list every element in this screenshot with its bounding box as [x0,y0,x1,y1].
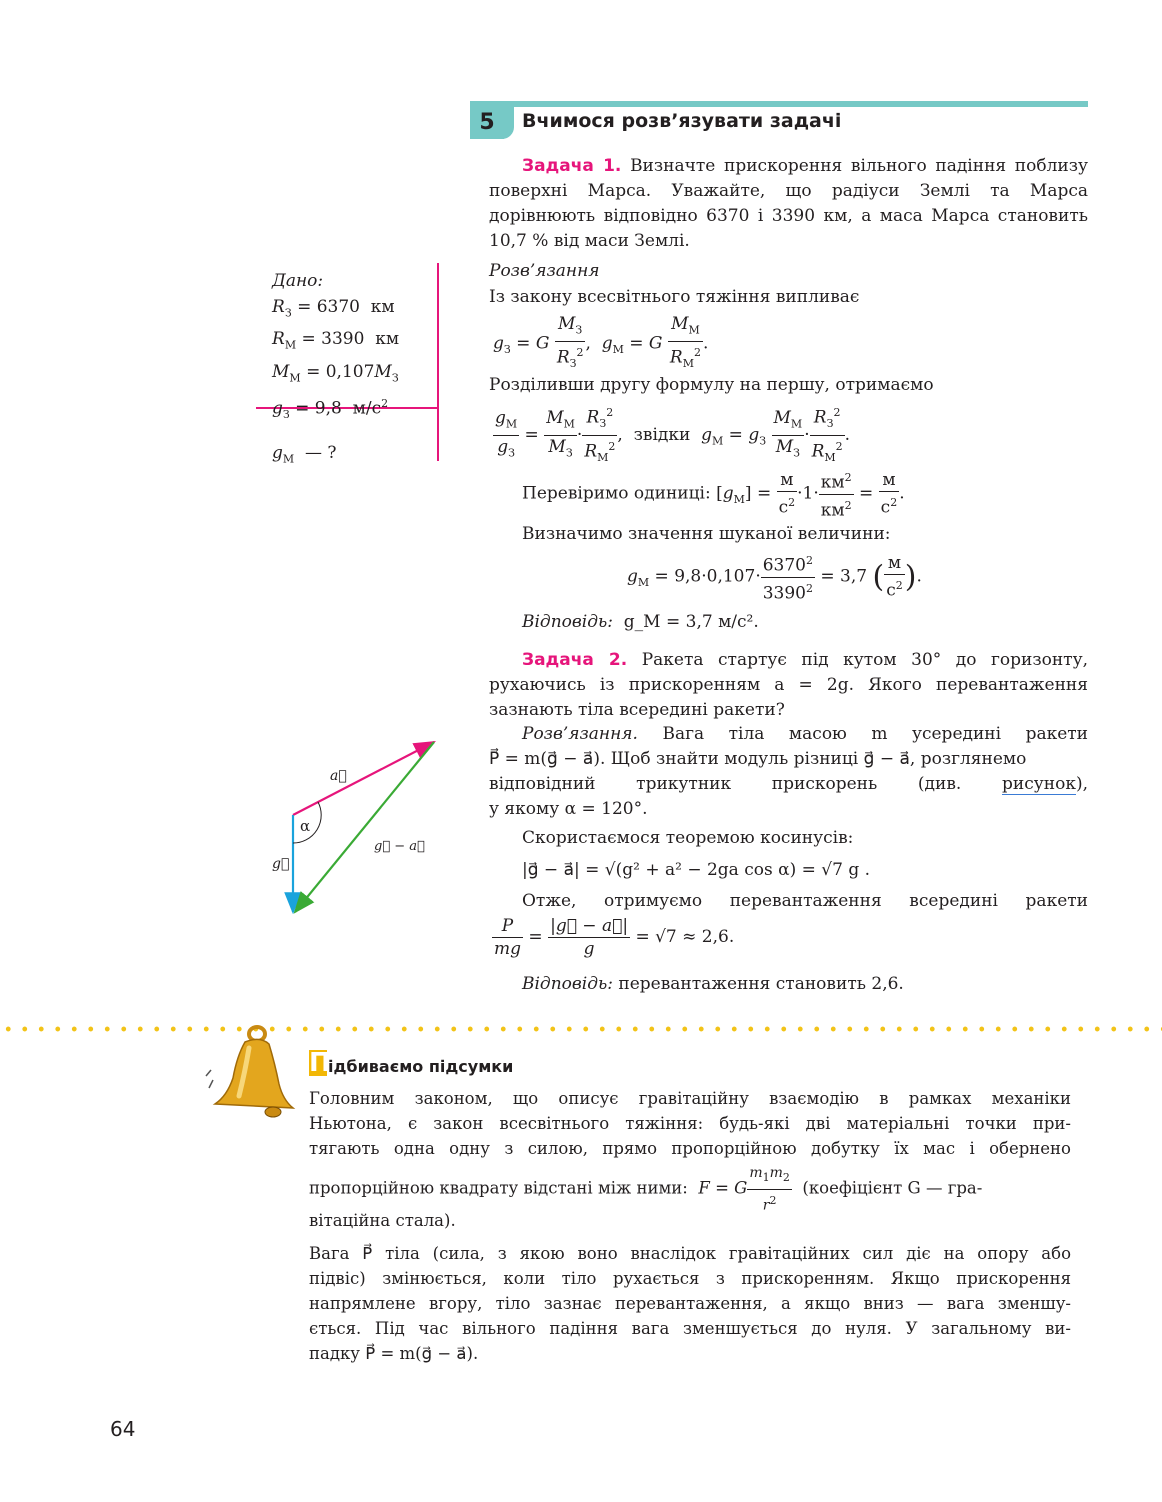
vector-diff-label: g⃗ − a⃗ [374,839,425,854]
overload-text: Отже, отримуємо перевантаження всередині ракети [522,891,1088,911]
summary-p1-line: тягають одна одну з силою, прямо пропорційною добутку їх мас і обернено [309,1139,1071,1158]
summary-formula-before: пропорційною квадрату відстані між ними: [309,1178,688,1198]
given-title: Дано: [272,271,324,291]
task2-answer-text: перевантаження становить 2,6. [618,974,904,994]
check-units: Перевіримо одиниці: $[g_М]$ = $\frac{м}{с^2}$ ·1· $\frac{км^2}{км^2}$ = $\frac{м}{с^2}$ . [522,467,905,521]
vector-diff-arrow [295,742,434,912]
section-number: 5 [470,107,504,139]
task2-solution-line1: Вага тіла масою m усередині ракети [662,724,1089,744]
task2-solution-label: Розв’язання. [522,724,638,744]
given-item: $R_М = 3390$ км [272,329,400,352]
summary-p2-line: Вага P⃗ тіла (сила, з якою воно внаслідок гравітаційних сил діє на опору або [309,1244,1071,1263]
task2-solution-line2: P⃗ = m(g⃗ − a⃗). Щоб знайти модуль різниці g⃗ − a⃗, розглянемо [489,749,1027,769]
summary-title-initial: П [309,1048,331,1078]
task2-label: Задача 2. [522,650,628,670]
whence-word: звідки [633,425,691,446]
formula-ratio: $\frac{g_М}{g_З}$ = $\frac{M_М}{M_З}$ · $\frac{R_З^2}{R_М^2}$ , звідки $g_М = g_З$ $\frac{M_М}{M_З}$ · $\frac{R_З^2}{R_М^2}$ . [493,402,850,469]
cosine-formula: |g⃗ − a⃗| = √(g² + a² − 2ga cos α) = √7 g . [522,860,871,880]
figure-link[interactable]: рисунок [1002,774,1076,794]
bell-icon [205,1022,300,1122]
given-item: $R_З = 6370$ км [272,297,395,320]
summary-p1-last: вітаційна стала). [309,1211,456,1230]
task2-solution-line3: відповідний трикутник прискорень (див. [489,774,962,794]
task2-solution: Розв’язання. Вага тіла масою m усередині ракети P⃗ = m(g⃗ − a⃗). Щоб знайти модуль різниці g⃗ − a⃗, розглянемо відповідний трикутник прискорень (див. рисунок), у якому α = 120°. [489,722,1088,822]
task2-answer [522,972,904,997]
section-header-bar [470,101,1088,107]
summary-p1-line: Головним законом, що описує гравітаційну взаємодію в рамках механіки [309,1089,1071,1108]
summary-formula-line: пропорційною квадрату відстані між ними: F = G $\frac{m_1m_2}{r^2}$ (коефіцієнт G — гра- [309,1162,982,1216]
given-find: $g_М$ — ? [272,443,337,466]
acceleration-triangle-figure [260,730,450,930]
task1-solution-title: Розв’язання [489,261,600,281]
cosine-text: Скористаємося теоремою косинусів: [522,828,854,848]
summary-p1-line: Ньютона, є закон всесвітнього тяжіння: будь-які дві матеріальні точки при- [309,1114,1071,1133]
given-box [272,268,437,473]
task1-statement [489,154,1088,254]
given-item: $g_З = 9,8$ $м/с^2$ [272,397,389,422]
formula-gravity-laws: $g_З = G$ $\frac{M_З}{R_З^2}$ , $g_М = G$ $\frac{M_М}{R_М^2}$ . [493,314,709,371]
task2-statement [489,648,1088,723]
given-divider-vertical [437,263,439,461]
vector-a-arrow [293,742,434,815]
task1-answer-label: Відповідь: [522,612,613,632]
overload-formula: $\frac{P}{mg}$ = $\frac{|g⃗ - a⃗|}{g}$ = √7 ≈ 2,6. [494,916,735,959]
check-units-text: Перевіримо одиниці: [522,483,711,504]
task1-label: Задача 1. [522,156,622,176]
task1-text: Визначте прискорення вільного падіння поблизу поверхні Марса. Уважайте, що радіуси Землі та Марса дорівнюють відповідно 6370 і 3390 км, а маса Марса становить 10,7 % від маси Землі. [489,156,1088,251]
task2-text: Ракета стартує під кутом 30° до горизонту, рухаючись із прискоренням a = 2g. Якого перевантаження зазнають тіла всередині ракети? [489,650,1088,720]
summary-p2-line: ється. Під час вільного падіння вага зменшується до нуля. У загальному ви- [309,1319,1071,1338]
summary-formula-after: (коефіцієнт G — гра- [802,1178,983,1198]
overload-formula-tail: = √7 ≈ 2,6. [635,927,735,947]
summary-p2-line: підвіс) змінюється, коли тіло рухається з прискоренням. Якщо прискорення [309,1269,1071,1288]
task2-answer-label: Відповідь: [522,974,613,994]
task1-solution-intro: Із закону всесвітнього тяжіння випливає [489,287,860,307]
task1-answer-value: g_М = 3,7 м/с². [623,612,759,632]
given-item: $M_М = 0,107M_З$ [272,361,399,385]
section-title: Вчимося розв’язувати задачі [522,110,842,132]
task2-solution-line4: у якому α = 120°. [489,799,648,819]
dotted-divider [0,1025,1162,1033]
summary-p2-line: напрямлене вгору, тіло зазнає перевантаження, а якщо вниз — вага зменшу- [309,1294,1071,1313]
summary-title-rest: ідбиваємо підсумки [328,1057,514,1076]
task1-answer [522,610,759,635]
summary-p2-line: падку P⃗ = m(g⃗ − a⃗). [309,1344,479,1363]
alpha-label: α [300,817,311,835]
vector-g-label: g⃗ [272,856,290,872]
compute-text: Визначимо значення шуканої величини: [522,524,891,544]
formula-compute: $g_М = 9,8\cdot 0,107\cdot$ $\frac{6370^2}{3390^2}$ = 3,7 ( $\frac{м}{с^2}$ ). [627,550,922,604]
vector-a-label: a⃗ [330,768,347,784]
page-number: 64 [110,1417,136,1441]
summary-title [309,1050,513,1076]
task1-divide-text: Розділивши другу формулу на першу, отримаємо [489,375,934,395]
